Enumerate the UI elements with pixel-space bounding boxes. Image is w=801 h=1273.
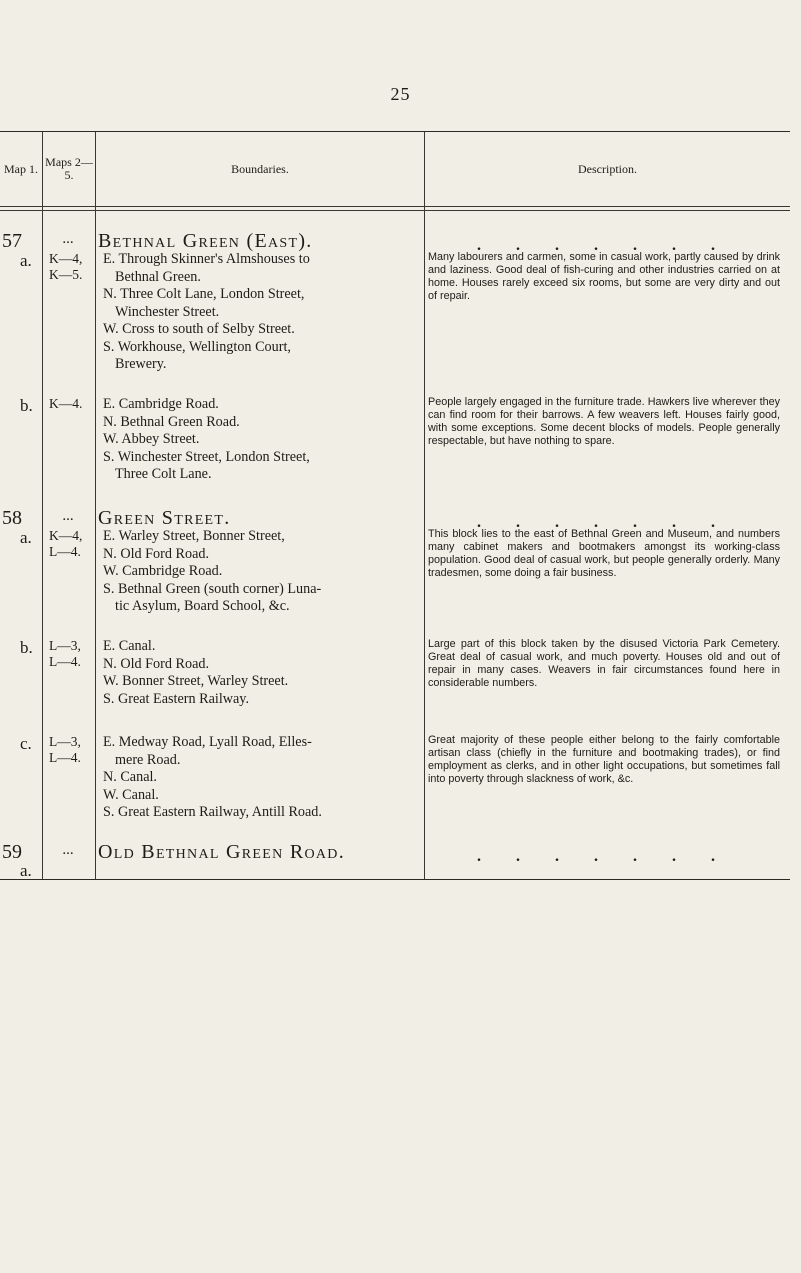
boundary-line: mere Road.	[115, 751, 181, 768]
block-boundaries	[103, 396, 421, 484]
block-letter: b.	[20, 396, 33, 415]
map-ref: K—5.	[49, 267, 83, 282]
section-title: Green Street.	[98, 507, 231, 529]
block-letter: b.	[20, 638, 33, 657]
block-letter: a.	[20, 528, 32, 547]
map-ref: L—4.	[49, 544, 81, 559]
block-maps	[49, 734, 91, 766]
block-letter: a.	[20, 251, 32, 270]
page-number: 25	[390, 84, 411, 104]
boundary-line: S. Workhouse, Wellington Court,	[103, 338, 291, 355]
header-description: Description.	[578, 161, 637, 176]
header-maps: Maps 2—5.	[45, 155, 93, 182]
column-rule	[424, 132, 425, 879]
block-letter: a.	[20, 861, 32, 880]
boundary-line: W. Abbey Street.	[103, 431, 200, 447]
boundary-line: W. Canal.	[103, 786, 159, 803]
block-maps	[49, 396, 91, 412]
block-letter: c.	[20, 734, 32, 753]
boundary-line: E. Warley Street, Bonner Street,	[103, 528, 285, 544]
header-map: Map 1.	[4, 161, 38, 176]
boundary-line: N. Bethnal Green Road.	[103, 413, 240, 430]
census-table	[0, 131, 790, 880]
boundary-line: S. Winchester Street, London Street,	[103, 448, 310, 465]
block-boundaries	[103, 638, 421, 708]
section-number: 57	[2, 230, 22, 252]
block-description: Large part of this block taken by the disused Victoria Park Cemetery. Great deal of casual work, and much poverty. Houses old and out of repair in many cases. Weavers in fair circumstances found here in considerable numbers.	[428, 638, 780, 690]
block-boundaries	[103, 734, 421, 822]
boundary-line: E. Cambridge Road.	[103, 396, 219, 412]
map-ref: L—4.	[49, 654, 81, 669]
boundary-line: S. Great Eastern Railway, Antill Road.	[103, 804, 322, 820]
boundary-line: S. Bethnal Green (south corner) Luna-	[103, 580, 322, 597]
boundary-line: Bethnal Green.	[115, 268, 201, 285]
boundary-line: Three Colt Lane.	[115, 466, 212, 482]
header-boundaries: Boundaries.	[231, 161, 289, 176]
boundary-line: W. Cambridge Road.	[103, 563, 223, 579]
map-ref: L—3,	[49, 638, 81, 653]
map-ref: K—4,	[49, 251, 83, 266]
map-ref: K—4,	[49, 528, 83, 543]
block-maps	[49, 251, 91, 283]
block-description: This block lies to the east of Bethnal Green and Museum, and numbers many cabinet makers and bootmakers amongst its working-class population. Good deal of casual work, but people generally orderly. Many tradesmen, some doing a fair business.	[428, 528, 780, 580]
section-number: 58	[2, 507, 22, 529]
section-dots: . . . . . . .	[476, 230, 730, 255]
boundary-line: W. Bonner Street, Warley Street.	[103, 673, 289, 689]
section-title: Bethnal Green (East).	[98, 230, 313, 252]
map-ref: L—4.	[49, 750, 81, 765]
boundary-line: Winchester Street.	[115, 303, 220, 320]
boundary-line: N. Three Colt Lane, London Street,	[103, 286, 305, 302]
block-maps	[49, 638, 91, 670]
header-rule	[0, 206, 790, 211]
boundary-line: N. Old Ford Road.	[103, 545, 210, 562]
boundary-line: E. Canal.	[103, 638, 156, 654]
boundary-line: tic Asylum, Board School, &c.	[115, 598, 290, 614]
block-maps	[49, 528, 91, 560]
section-maps: ...	[62, 508, 74, 524]
section-maps: ...	[62, 231, 74, 247]
block-boundaries	[103, 528, 421, 616]
boundary-line: N. Old Ford Road.	[103, 655, 210, 672]
boundary-line: S. Great Eastern Railway.	[103, 690, 250, 707]
block-description: People largely engaged in the furniture trade. Hawkers live wherever they can find room for their barrows. A few weavers left. Houses fairly good, with some exceptions. Some decent blocks of models. People generally respectable, but have nothing to spare.	[428, 396, 780, 448]
section-maps: ...	[62, 842, 74, 858]
column-rule	[95, 132, 96, 879]
boundary-line: N. Canal.	[103, 769, 157, 785]
boundary-line: E. Medway Road, Lyall Road, Elles-	[103, 734, 312, 750]
block-boundaries	[103, 251, 421, 374]
block-description: Many labourers and carmen, some in casual work, partly caused by drink and laziness. Good deal of fish-curing and other industries carried on at home. Houses rarely exceed six rooms, but some are very dirty and out of repair.	[428, 251, 780, 303]
section-number: 59	[2, 841, 22, 863]
boundary-line: Brewery.	[115, 356, 167, 372]
map-ref: L—3,	[49, 734, 81, 749]
section-title: Old Bethnal Green Road.	[98, 841, 345, 863]
section-dots: . . . . . . .	[476, 507, 730, 532]
column-rule	[42, 132, 43, 879]
block-description: Great majority of these people either belong to the fairly comfortable artisan class (chiefly in the furniture and bootmaking trades), or find employment as clerks, and in other light occupations, but sometimes fall into poverty through slackness of work, &c.	[428, 734, 780, 786]
section-dots: . . . . . . .	[476, 841, 730, 866]
map-ref: K—4.	[49, 396, 83, 411]
boundary-line: E. Through Skinner's Almshouses to	[103, 251, 310, 267]
boundary-line: W. Cross to south of Selby Street.	[103, 321, 295, 337]
